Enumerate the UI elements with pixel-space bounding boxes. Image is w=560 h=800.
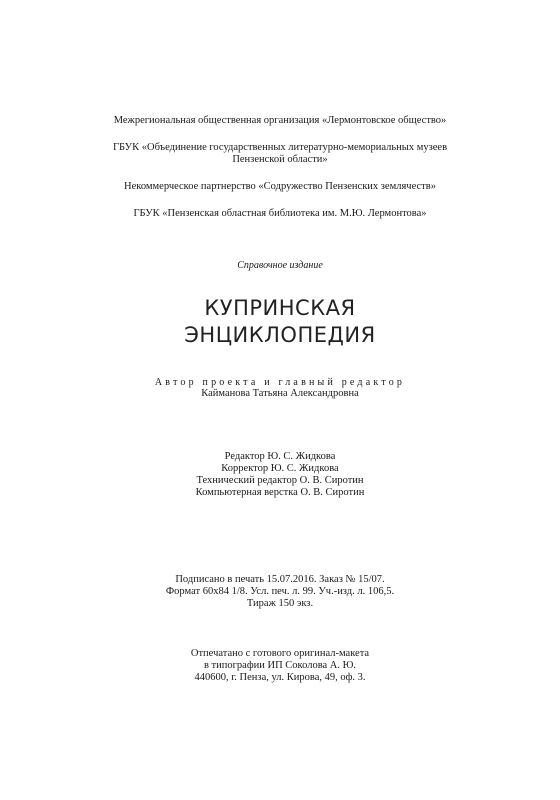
print-format: Формат 60х84 1/8. Усл. печ. л. 99. Уч.-изд. л. 106,5.	[165, 586, 395, 597]
author-name: Кайманова Татьяна Александровна	[201, 388, 359, 399]
author-role: Автор проекта и главный редактор	[154, 377, 406, 388]
book-title-line1: КУПРИНСКАЯ	[204, 296, 356, 320]
organization-library: ГБУК «Пензенская областная библиотека им. М.Ю. Лермонтова»	[133, 208, 427, 219]
edition-type: Справочное издание	[237, 260, 323, 271]
staff-layout: Компьютерная верстка О. В. Сиротин	[195, 487, 365, 498]
staff-editor: Редактор Ю. С. Жидкова	[224, 451, 336, 462]
organization-lermontov-society: Межрегиональная общественная организация «Лермонтовское общество»	[113, 115, 447, 126]
staff-technical-editor: Технический редактор О. В. Сиротин	[196, 475, 364, 486]
book-title-line2: ЭНЦИКЛОПЕДИЯ	[184, 323, 376, 347]
printed-from: Отпечатано с готового оригинал-макета	[190, 648, 370, 659]
staff-proofreader: Корректор Ю. С. Жидкова	[221, 463, 339, 474]
organization-museums-line1: ГБУК «Объединение государственных литературно-мемориальных музеев	[112, 142, 448, 153]
organization-partnership: Некоммерческое партнерство «Содружество Пензенских землячеств»	[124, 181, 436, 192]
print-signed: Подписано в печать 15.07.2016. Заказ № 15/07.	[175, 574, 385, 585]
printing-address: 440600, г. Пенза, ул. Кирова, 49, оф. 3.	[194, 672, 366, 683]
printing-house: в типографии ИП Соколова А. Ю.	[203, 660, 357, 671]
organization-museums-line2: Пензенской области»	[232, 154, 328, 165]
print-run: Тираж 150 экз.	[246, 598, 314, 609]
